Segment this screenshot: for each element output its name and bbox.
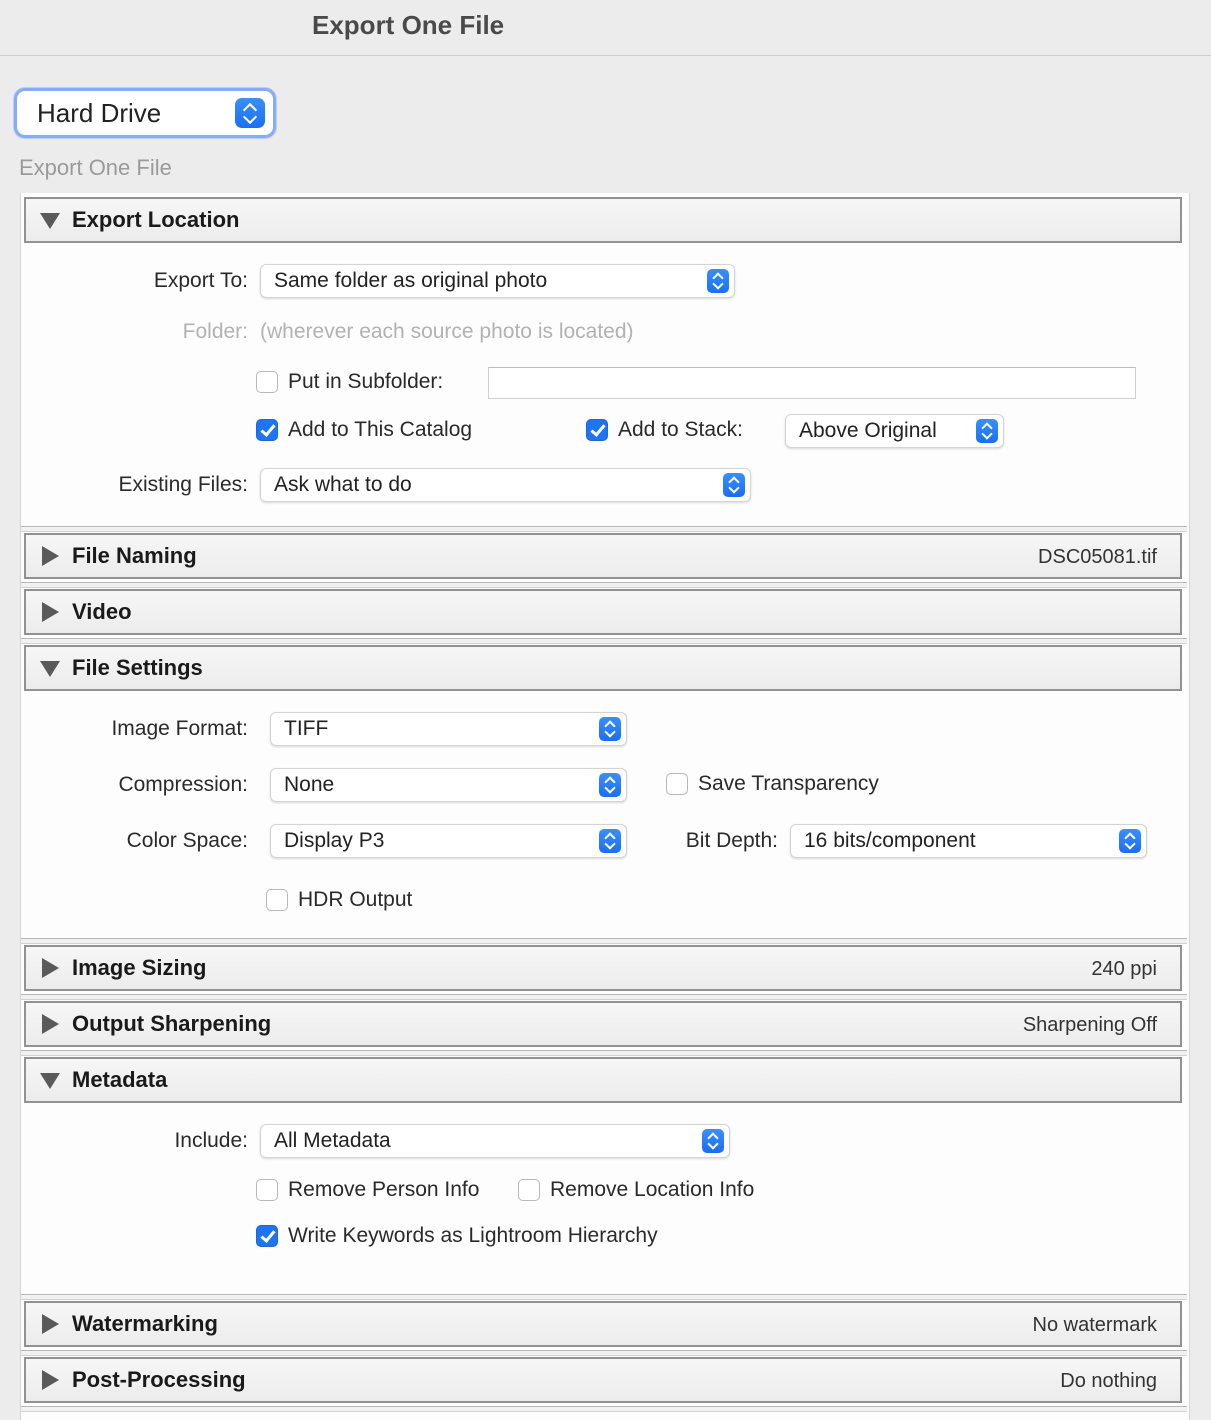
section-header-image-sizing[interactable] [24, 945, 1182, 991]
color-space-value: Display P3 [284, 829, 385, 852]
section-header-video[interactable] [24, 589, 1182, 635]
section-header-export-location[interactable] [24, 197, 1182, 243]
disclosure-collapsed-icon[interactable] [42, 958, 59, 978]
section-title: Watermarking [72, 1311, 218, 1336]
disclosure-expanded-icon[interactable] [40, 1073, 60, 1089]
export-to-value: Same folder as original photo [274, 269, 548, 292]
bit-depth-label: Bit Depth: [685, 829, 778, 852]
section-title: Image Sizing [72, 955, 207, 980]
folder-label: Folder: [182, 320, 248, 343]
disclosure-collapsed-icon[interactable] [42, 546, 59, 566]
disclosure-collapsed-icon[interactable] [42, 1314, 59, 1334]
add-to-catalog-label: Add to This Catalog [288, 418, 473, 441]
stack-position-select[interactable] [785, 414, 1004, 448]
select-stepper-icon [599, 717, 621, 741]
window-title: Export One File [312, 10, 505, 40]
export-destination-value: Hard Drive [37, 98, 162, 128]
section-header-file-naming[interactable] [24, 533, 1182, 579]
existing-files-label: Existing Files: [118, 473, 248, 496]
section-separator [21, 638, 1187, 644]
add-to-catalog-checkbox[interactable] [256, 419, 278, 441]
section-separator [21, 526, 1187, 532]
hdr-output-checkbox[interactable] [266, 889, 288, 911]
section-separator [21, 1294, 1187, 1300]
save-transparency-label: Save Transparency [698, 772, 879, 795]
section-header-metadata[interactable] [24, 1057, 1182, 1103]
section-header-output-sharpening[interactable] [24, 1001, 1182, 1047]
section-title: Video [72, 599, 132, 624]
stack-position-value: Above Original [799, 419, 937, 442]
compression-label: Compression: [118, 773, 248, 796]
section-title: Metadata [72, 1067, 168, 1092]
select-stepper-icon [976, 419, 998, 443]
export-to-select[interactable] [260, 264, 735, 298]
section-title: File Settings [72, 655, 203, 680]
select-stepper-icon [235, 98, 265, 128]
section-title: Export Location [72, 207, 240, 232]
export-destination-select[interactable] [14, 88, 276, 138]
section-separator [21, 1350, 1187, 1356]
title-bar [0, 0, 1211, 56]
existing-files-select[interactable] [260, 468, 751, 502]
section-summary: DSC05081.tif [1038, 546, 1157, 568]
section-header-watermarking[interactable] [24, 1301, 1182, 1347]
bit-depth-select[interactable] [790, 824, 1147, 858]
image-format-value: TIFF [284, 717, 329, 740]
subfolder-name-input[interactable] [488, 367, 1136, 399]
remove-person-info-checkbox[interactable] [256, 1179, 278, 1201]
existing-files-value: Ask what to do [274, 473, 412, 496]
color-space-select[interactable] [270, 824, 627, 858]
add-to-stack-label: Add to Stack: [618, 418, 743, 441]
select-stepper-icon [599, 829, 621, 853]
write-keywords-label: Write Keywords as Lightroom Hierarchy [288, 1224, 658, 1247]
section-separator [21, 582, 1187, 588]
section-summary: 240 ppi [1091, 958, 1157, 980]
folder-value: (wherever each source photo is located) [260, 320, 634, 343]
compression-select[interactable] [270, 768, 627, 802]
remove-location-info-checkbox[interactable] [518, 1179, 540, 1201]
section-title: File Naming [72, 543, 197, 568]
disclosure-collapsed-icon[interactable] [42, 1014, 59, 1034]
hdr-output-label: HDR Output [298, 888, 413, 911]
save-transparency-checkbox[interactable] [666, 773, 688, 795]
add-to-stack-checkbox[interactable] [586, 419, 608, 441]
select-stepper-icon [599, 773, 621, 797]
section-separator [21, 1050, 1187, 1056]
put-in-subfolder-label: Put in Subfolder: [288, 370, 444, 393]
include-metadata-value: All Metadata [274, 1129, 391, 1152]
export-to-label: Export To: [153, 269, 248, 292]
section-header-post-processing[interactable] [24, 1357, 1182, 1403]
put-in-subfolder-checkbox[interactable] [256, 371, 278, 393]
disclosure-collapsed-icon[interactable] [42, 602, 59, 622]
section-summary: No watermark [1032, 1314, 1157, 1336]
section-separator [21, 994, 1187, 1000]
section-header-file-settings[interactable] [24, 645, 1182, 691]
section-summary: Do nothing [1060, 1370, 1157, 1392]
include-label: Include: [174, 1129, 248, 1152]
include-metadata-select[interactable] [260, 1124, 730, 1158]
image-format-label: Image Format: [111, 717, 248, 740]
compression-value: None [284, 773, 335, 796]
image-format-select[interactable] [270, 712, 627, 746]
select-stepper-icon [707, 269, 729, 293]
section-title: Post-Processing [72, 1367, 246, 1392]
bit-depth-value: 16 bits/component [804, 829, 976, 852]
write-keywords-checkbox[interactable] [256, 1225, 278, 1247]
color-space-label: Color Space: [126, 829, 248, 852]
section-summary: Sharpening Off [1022, 1014, 1157, 1036]
disclosure-expanded-icon[interactable] [40, 661, 60, 677]
preset-label: Export One File [19, 155, 172, 180]
select-stepper-icon [702, 1129, 724, 1153]
section-separator [21, 938, 1187, 944]
select-stepper-icon [1119, 829, 1141, 853]
disclosure-collapsed-icon[interactable] [42, 1370, 59, 1390]
remove-person-info-label: Remove Person Info [288, 1178, 480, 1201]
disclosure-expanded-icon[interactable] [40, 213, 60, 229]
remove-location-info-label: Remove Location Info [550, 1178, 755, 1201]
section-separator [21, 1406, 1187, 1412]
select-stepper-icon [723, 473, 745, 497]
section-title: Output Sharpening [72, 1011, 272, 1036]
